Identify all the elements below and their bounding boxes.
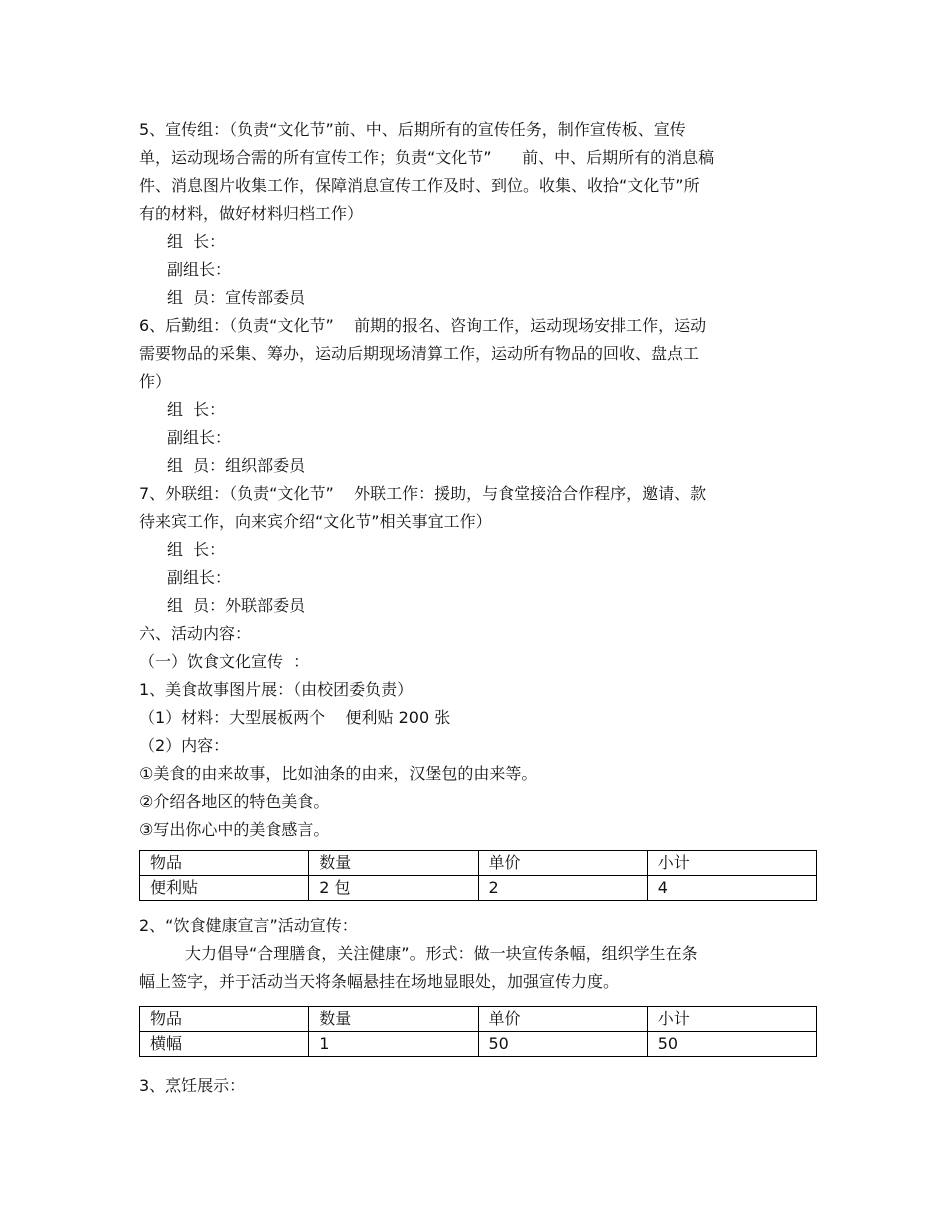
- table-header-cell: 数量: [309, 851, 478, 876]
- table-cell: 1: [309, 1032, 478, 1057]
- content-point-1: ①美食的由来故事，比如油条的由来，汉堡包的由来等。: [139, 764, 538, 783]
- group5-members: 组 员：宣传部委员: [167, 288, 306, 307]
- content-point-3: ③写出你心中的美食感言。: [139, 820, 330, 839]
- table-cell: 4: [647, 876, 816, 901]
- group7-vice-leader: 副组长：: [167, 568, 232, 587]
- cost-table-1: [139, 850, 817, 901]
- item3-heading: 3、烹饪展示：: [139, 1076, 246, 1095]
- group6-line-3: 作）: [139, 372, 172, 391]
- section6-heading: 六、活动内容：: [139, 624, 252, 643]
- table-header-cell: 小计: [647, 1007, 816, 1032]
- group7-leader: 组 长：: [167, 540, 226, 559]
- group5-line-3: 件、消息图片收集工作，保障消息宣传工作及时、到位。收集、收拾“文化节”所: [139, 176, 700, 195]
- group5-line-1: 5、宣传组：（负责“文化节”前、中、后期所有的宣传任务，制作宣传板、宣传: [139, 120, 686, 139]
- group5-line-2: 单，运动现场合需的所有宣传工作；负责“文化节” 前、中、后期所有的消息稿: [139, 148, 715, 167]
- table-header-row: [140, 851, 817, 876]
- table-cell: 2: [478, 876, 647, 901]
- item1-content-label: （2）内容：: [139, 736, 230, 755]
- item2-heading: 2、“饮食健康宣言”活动宣传：: [139, 916, 358, 935]
- group7-members: 组 员：外联部委员: [167, 596, 306, 615]
- table-cell: 50: [647, 1032, 816, 1057]
- table-cell: 便利贴: [140, 876, 309, 901]
- table-row: [140, 876, 817, 901]
- group6-line-2: 需要物品的采集、筹办，运动后期现场清算工作，运动所有物品的回收、盘点工: [139, 344, 700, 363]
- content-point-2: ②介绍各地区的特色美食。: [139, 792, 330, 811]
- group5-leader: 组 长：: [167, 232, 226, 251]
- table-header-row: [140, 1007, 817, 1032]
- table-header-cell: 单价: [478, 851, 647, 876]
- group6-members: 组 员：组织部委员: [167, 456, 306, 475]
- group5-vice-leader: 副组长：: [167, 260, 232, 279]
- group6-leader: 组 长：: [167, 400, 226, 419]
- item1-materials: （1）材料：大型展板两个 便利贴 200 张: [139, 708, 451, 727]
- item2-paragraph-line-2: 幅上签字，并于活动当天将条幅悬挂在场地显眼处，加强宣传力度。: [139, 972, 620, 991]
- table-cell: 横幅: [140, 1032, 309, 1057]
- group5-line-4: 有的材料，做好材料归档工作）: [139, 204, 364, 223]
- item2-paragraph-line-1: 大力倡导“合理膳食，关注健康”。形式：做一块宣传条幅，组织学生在条: [185, 944, 698, 963]
- table-header-cell: 单价: [478, 1007, 647, 1032]
- table-header-cell: 小计: [647, 851, 816, 876]
- table-row: [140, 1032, 817, 1057]
- cost-table-2: [139, 1006, 817, 1057]
- table-cell: 2 包: [309, 876, 478, 901]
- table-header-cell: 物品: [140, 1007, 309, 1032]
- group7-line-1: 7、外联组：（负责“文化节” 外联工作：援助，与食堂接洽合作程序，邀请、款: [139, 484, 707, 503]
- group7-line-2: 待来宾工作，向来宾介绍“文化节”相关事宜工作）: [139, 512, 492, 531]
- subsection1-heading: （一）饮食文化宣传 ：: [139, 652, 310, 671]
- table-header-cell: 数量: [309, 1007, 478, 1032]
- table-header-cell: 物品: [140, 851, 309, 876]
- group6-line-1: 6、后勤组：（负责“文化节” 前期的报名、咨询工作，运动现场安排工作，运动: [139, 316, 707, 335]
- item1-heading: 1、美食故事图片展：（由校团委负责）: [139, 680, 414, 699]
- table-cell: 50: [478, 1032, 647, 1057]
- group6-vice-leader: 副组长：: [167, 428, 232, 447]
